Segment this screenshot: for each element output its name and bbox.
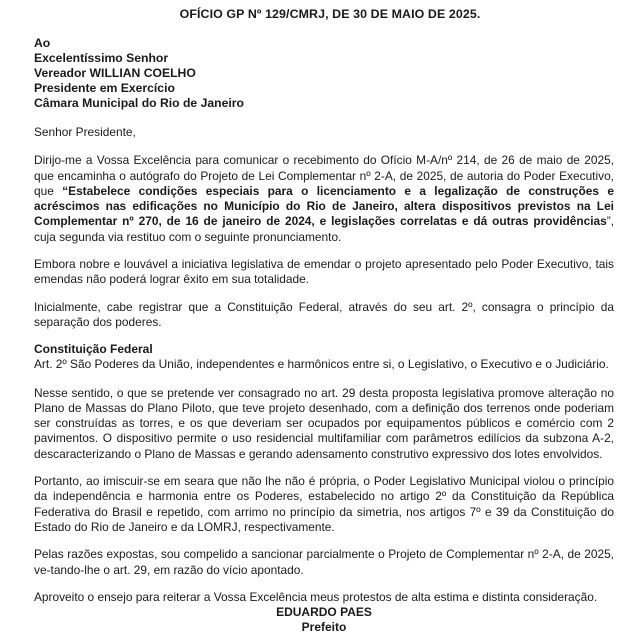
paragraph-intro-lead: Dirijo-me a Vossa Excelência para comunicar o recebimento do Ofício M-A/nº 214, de 26 de maio de 2025, que encaminha o autógrafo do Projeto de Lei Complementar nº 2-A, de 2025, de autoria do Poder Executivo, que xyxy=(34,153,614,198)
addressee-line-ao: Ao xyxy=(34,36,51,50)
paragraph-amendments: Embora nobre e louvável a iniciativa legislativa de emendar o projeto apresentado pelo Poder Executivo, tais emendas não poderá lograr êxito em sua totalidade. xyxy=(34,257,614,287)
document-title: OFÍCIO GP Nº 129/CMRJ, DE 30 DE MAIO DE 2025. xyxy=(179,7,481,21)
section-heading-constitution: Constituição Federal xyxy=(34,342,153,357)
signature-name: EDUARDO PAES xyxy=(276,605,372,620)
salutation: Senhor Presidente, xyxy=(34,125,136,139)
paragraph-article-2: Art. 2º São Poderes da União, independentes e harmônicos entre si, o Legislativo, o Executivo e o Judiciário. xyxy=(34,357,609,372)
paragraph-closing: Aproveito o ensejo para reiterar a Vossa Excelência meus protestos de alta estima e distinta consideração. xyxy=(34,589,598,604)
addressee-line-treatment: Excelentíssimo Senhor xyxy=(34,51,169,65)
paragraph-article-29: Nesse sentido, o que se pretende ver consagrado no art. 29 desta proposta legislativa promove alteração no Plano de Massas do Plano Piloto, que teve projeto desenhado, com a definição dos terrenos onde poderiam ser construídas as torres, e os que deveriam ser ocupados por equipamentos públicos e comércio com 2 pavimentos. O dispositivo permite o uso residencial multifamiliar com parâmetros edilícios da subzona A-2, descaracterizando o Plano de Massas e gerando adensamento construtivo expressivo dos lotes envolvidos. xyxy=(34,385,614,461)
addressee-line-role: Presidente em Exercício xyxy=(34,81,175,95)
signature-role: Prefeito xyxy=(301,620,347,635)
paragraph-veto: Pelas razões expostas, sou compelido a sancionar parcialmente o Projeto de Complementar nº 2-A, de 2025, ve-tando-lhe o art. 29, em razão do vício apontado. xyxy=(34,547,614,577)
bill-ementa-quote: “Estabelece condições especiais para o licenciamento e a legalização de construções e acréscimos nas edificações no Município do Rio de Janeiro, altera dispositivos previstos na Lei Complementar nº 270, de 16 de janeiro de 2024, e legislações correlatas e dá outras providências xyxy=(34,183,614,229)
addressee-line-institution: Câmara Municipal do Rio de Janeiro xyxy=(34,96,244,110)
paragraph-violation: Portanto, ao imiscuir-se em seara que não lhe não é própria, o Poder Legislativo Municipal violou o princípio da independência e harmonia entre os Poderes, estabelecido no artigo 2º da Constituição da República Federativa do Brasil e repetido, com arrimo no princípio da simetria, nos artigos 7º e 39 da Constituição do Estado do Rio de Janeiro e da LOMRJ, respectivamente. xyxy=(34,474,614,534)
addressee-block xyxy=(34,36,614,111)
addressee-line-name: Vereador WILLIAN COELHO xyxy=(34,66,196,80)
paragraph-separation-of-powers: Inicialmente, cabe registrar que a Constituição Federal, através do seu art. 2º, consagra o princípio da separação dos poderes. xyxy=(34,299,614,329)
paragraph-intro-tail: ”, cuja segunda via restituo com o seguinte pronunciamento. xyxy=(34,214,614,244)
paragraph-intro xyxy=(34,153,614,245)
